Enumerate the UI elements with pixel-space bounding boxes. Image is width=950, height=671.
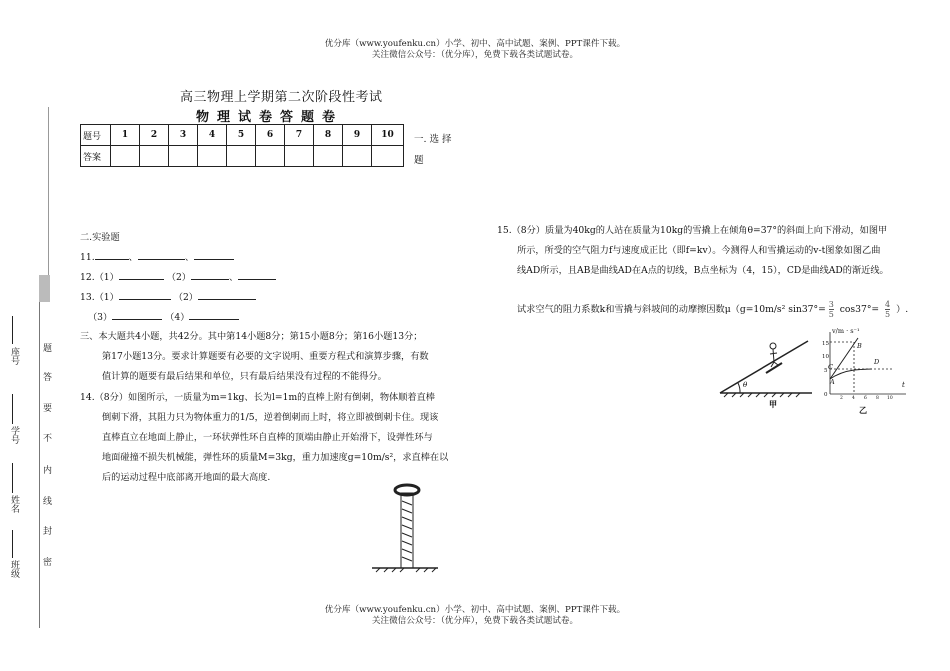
- name-label: 姓名: [9, 495, 19, 513]
- binding-char-5: 内: [41, 465, 51, 474]
- q12-blank-2[interactable]: [191, 269, 229, 280]
- frac2-den: 5: [885, 310, 891, 319]
- q13-row-2: [88, 307, 239, 328]
- exam-subtitle: 物理试卷答题卷: [196, 110, 344, 125]
- q14-line1: 14.（8分）如图所示，一质量为m=1kg、长为l=1m的直棒上附有倒刺，物体顺着直棒: [80, 392, 435, 403]
- section1-heading: [414, 129, 452, 171]
- frac2-num: 4: [885, 300, 891, 309]
- answer-table-row-label: 题号: [81, 125, 111, 146]
- answer-cell[interactable]: [285, 146, 314, 167]
- q15-cos: cos37°=: [839, 304, 880, 315]
- binding-char-1: 题: [41, 343, 51, 352]
- q11-blank-1[interactable]: [95, 249, 129, 260]
- q13-label-4: （4）: [165, 312, 190, 323]
- section2-title: 二.实验题: [80, 232, 120, 243]
- q11-blank-3[interactable]: [194, 249, 234, 260]
- question-number: 2: [140, 125, 169, 146]
- answer-cell[interactable]: [169, 146, 198, 167]
- angle-label: θ: [743, 381, 748, 389]
- binding-char-3: 要: [41, 403, 51, 412]
- question-number: 1: [111, 125, 140, 146]
- question-number: 6: [256, 125, 285, 146]
- xtick-0: 0: [824, 392, 828, 398]
- binding-char-7: 封: [41, 526, 51, 535]
- question-number: 4: [198, 125, 227, 146]
- q11-row: [80, 247, 234, 268]
- section1-line2: 题: [414, 155, 424, 166]
- vt-ylabel: v/m · s⁻¹: [832, 327, 860, 335]
- xuehao-blank: [12, 394, 13, 424]
- answer-cell[interactable]: [314, 146, 343, 167]
- answer-cell[interactable]: [256, 146, 285, 167]
- point-A: A: [830, 378, 835, 386]
- q13-blank-2[interactable]: [198, 289, 256, 300]
- section3-intro: [80, 327, 470, 387]
- rod-figure-group: [372, 485, 438, 572]
- xuehao-label: 学号: [9, 426, 19, 444]
- angle-arc: [738, 383, 740, 393]
- incline-slope: [720, 341, 808, 393]
- q12-blank-1[interactable]: [119, 269, 164, 280]
- answer-table: [80, 124, 404, 167]
- question-number: 8: [314, 125, 343, 146]
- q12-row: [80, 267, 276, 288]
- binding-bar: [39, 275, 50, 302]
- binding-char-8: 密: [41, 557, 51, 566]
- seat-blank: [12, 316, 13, 344]
- sep: 、: [128, 252, 138, 263]
- q15-line3: 线AD所示，且AB是曲线AD在A点的切线，B点坐标为（4，15），CD是曲线AD的渐近线。: [517, 265, 889, 276]
- header-line-2: 关注微信公众号：（优分库），免费下载各类试题试卷。: [371, 50, 579, 60]
- answer-cell[interactable]: [140, 146, 169, 167]
- question-number: 10: [372, 125, 404, 146]
- q13-row-1: [80, 287, 256, 308]
- q13-label-2: （2）: [173, 292, 198, 303]
- q12-label-2: （2）: [166, 272, 191, 283]
- q13-blank-1[interactable]: [119, 289, 171, 300]
- q14-text: [80, 388, 470, 488]
- section3-line3: 值计算的题要有最后结果和单位，只有最后结果没有过程的不能得分。: [102, 371, 387, 382]
- question-number: 3: [169, 125, 198, 146]
- xtick-2: 2: [840, 396, 843, 401]
- answer-cell[interactable]: [198, 146, 227, 167]
- question-number: 7: [285, 125, 314, 146]
- answer-cell[interactable]: [227, 146, 256, 167]
- figure-jia-label: 甲: [769, 399, 777, 409]
- q14-line4: 地面碰撞不损失机械能，弹性环的质量M=3kg，重力加速度g=10m/s²，求直棒在以: [102, 452, 449, 463]
- q15-line2: 所示，所受的空气阻力f与速度成正比（即f=kv）。今测得人和雪撬运动的v-t图象如图乙曲: [517, 245, 881, 256]
- q15-text: [497, 221, 927, 281]
- question-number: 9: [343, 125, 372, 146]
- q12-blank-3[interactable]: [238, 269, 276, 280]
- answer-cell[interactable]: [111, 146, 140, 167]
- sep: 、: [229, 272, 239, 283]
- q11-label: 11.: [80, 252, 95, 263]
- point-B: B: [857, 342, 862, 350]
- q13-label-3: （3）: [88, 312, 113, 323]
- frac1-den: 5: [828, 310, 834, 319]
- q14-line2: 倒刺下滑，其阻力只为物体重力的1/5，逆着倒刺而上时，将立即被倒刺卡住。现该: [102, 412, 439, 423]
- person-head: [770, 343, 776, 349]
- q15-line1: 15.（8分）质量为40kg的人站在质量为10kg的雪撬上在倾角θ=37°的斜面上向下滑动，如图甲: [497, 225, 888, 236]
- answer-cell[interactable]: [343, 146, 372, 167]
- binding-char-4: 不: [41, 433, 51, 442]
- frac1-num: 3: [828, 300, 834, 309]
- q12-label: 12.（1）: [80, 272, 119, 283]
- rod-figure: [366, 481, 446, 573]
- sep: 、: [184, 252, 194, 263]
- vt-xlabel: t: [902, 381, 905, 389]
- answer-table-row-label: 答案: [81, 146, 111, 167]
- barbs: [402, 501, 412, 561]
- point-C: C: [828, 363, 833, 371]
- q15-line4: [517, 300, 908, 320]
- xtick-4: 4: [852, 396, 855, 401]
- incline-figure: [716, 336, 816, 412]
- section1-line1: 一. 选 择: [414, 134, 452, 145]
- header-line-1: 优分库（www.youfenku.cn）小学、初中、高中试题、案例、PPT课件下载。: [324, 39, 626, 49]
- person-body: [770, 349, 778, 367]
- ytick-15: 15: [822, 341, 829, 347]
- point-D: D: [874, 358, 880, 366]
- xtick-8: 8: [876, 396, 879, 401]
- fraction-cos: [885, 300, 890, 319]
- seat-label: 座号: [9, 347, 19, 365]
- q13-blank-4[interactable]: [189, 309, 239, 320]
- section3-line1: 三、本大题共4小题，共42分。其中第14小题8分；第15小题8分；第16小题13分；: [80, 331, 423, 342]
- q13-blank-3[interactable]: [112, 309, 162, 320]
- class-blank: [12, 530, 13, 558]
- q15-end: ）.: [896, 304, 909, 315]
- question-number: 5: [227, 125, 256, 146]
- figure-yi-label: 乙: [859, 405, 867, 415]
- q13-label: 13.（1）: [80, 292, 119, 303]
- footer-line-2: 关注微信公众号：（优分库），免费下载各类试题试卷。: [371, 616, 579, 626]
- ytick-10: 10: [822, 354, 829, 360]
- fraction-sin: [829, 300, 834, 319]
- class-label: 班级: [9, 560, 19, 578]
- xtick-6: 6: [864, 396, 867, 401]
- q14-line5: 后的运动过程中底部离开地面的最大高度.: [102, 472, 271, 483]
- ytick-5: 5: [824, 368, 828, 374]
- q15-line4-text: 试求空气的阻力系数k和雪撬与斜坡间的动摩擦因数μ（g=10m/s² sin37°=: [517, 304, 826, 315]
- footer-line-1: 优分库（www.youfenku.cn）小学、初中、高中试题、案例、PPT课件下载。: [324, 605, 626, 615]
- answer-cell[interactable]: [372, 146, 404, 167]
- xtick-10: 10: [887, 396, 893, 401]
- name-blank: [12, 463, 13, 493]
- binding-char-6: 线: [41, 496, 51, 505]
- q11-blank-2[interactable]: [138, 249, 185, 260]
- q14-line3: 直棒直立在地面上静止，一环状弹性环自直棒的顶端由静止开始滑下，设弹性环与: [102, 432, 433, 443]
- binding-line-top: [48, 107, 49, 275]
- exam-title: 高三物理上学期第二次阶段性考试: [180, 90, 383, 105]
- vt-graph: [810, 326, 910, 418]
- section3-line2: 第17小题13分。要求计算题要有必要的文字说明、重要方程式和演算步骤，有数: [102, 351, 429, 362]
- binding-char-2: 答: [41, 372, 51, 381]
